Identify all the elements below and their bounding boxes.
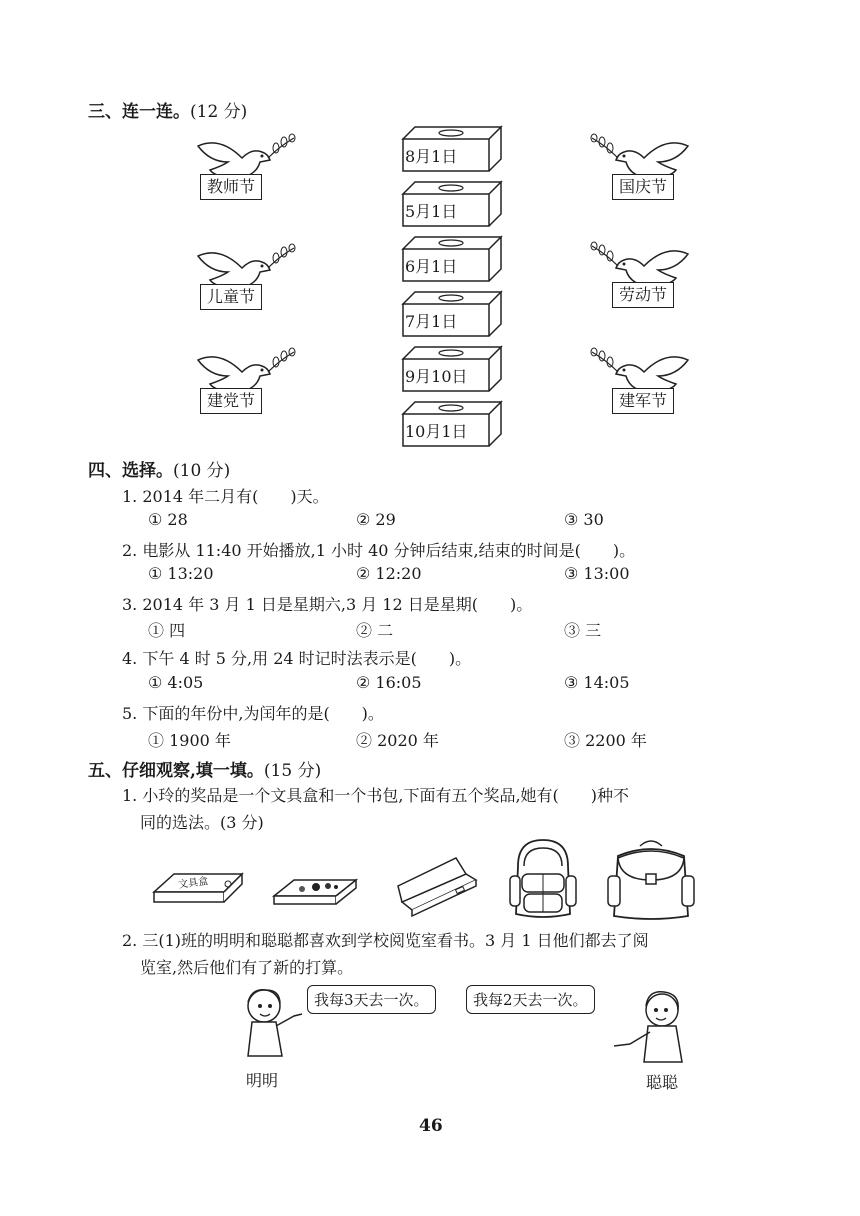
kid-congcong bbox=[610, 988, 690, 1068]
festival-label: 劳动节 bbox=[612, 282, 674, 308]
question-3-option-a[interactable]: ① 四 bbox=[148, 621, 186, 640]
question-1-option-c[interactable]: ③ 30 bbox=[564, 510, 604, 529]
section3-points: (12 分) bbox=[190, 102, 248, 122]
date-label: 8月1日 bbox=[405, 147, 458, 166]
section5-q1-line2: 同的选法。(3 分) bbox=[140, 813, 264, 832]
boy-figure-icon bbox=[238, 986, 308, 1066]
page-number: 46 bbox=[419, 1116, 443, 1136]
question-4-option-a[interactable]: ① 4:05 bbox=[148, 673, 204, 692]
question-3-text: 3. 2014 年 3 月 1 日是星期六,3 月 12 日是星期( )。 bbox=[122, 595, 533, 614]
prize-backpack-2[interactable] bbox=[604, 836, 698, 922]
kid-mingming bbox=[238, 986, 308, 1066]
open-case-icon bbox=[396, 852, 480, 922]
speech-bubble-right: 我每2天去一次。 bbox=[466, 985, 595, 1014]
section4-title: 四、选择。 bbox=[88, 461, 173, 481]
question-5-option-c[interactable]: ③ 2200 年 bbox=[564, 731, 647, 750]
festival-right-2[interactable] bbox=[586, 240, 696, 320]
question-5-option-a[interactable]: ① 1900 年 bbox=[148, 731, 231, 750]
section4-heading bbox=[88, 456, 230, 481]
date-box-2[interactable] bbox=[401, 180, 505, 228]
question-1-text: 1. 2014 年二月有( )天。 bbox=[122, 487, 329, 506]
pencil-case-label: 文具盒 bbox=[177, 875, 209, 892]
kid-name-left: 明明 bbox=[246, 1071, 279, 1090]
section3-heading bbox=[88, 97, 247, 122]
date-box-3[interactable] bbox=[401, 235, 505, 283]
prize-open-case[interactable] bbox=[396, 852, 480, 922]
date-label: 6月1日 bbox=[405, 257, 458, 276]
section4-points: (10 分) bbox=[173, 461, 231, 481]
question-4-text: 4. 下午 4 时 5 分,用 24 时记时法表示是( )。 bbox=[122, 649, 472, 668]
question-2-text: 2. 电影从 11:40 开始播放,1 小时 40 分钟后结束,结束的时间是( )。 bbox=[122, 541, 636, 560]
section5-heading bbox=[88, 756, 321, 781]
festival-right-1[interactable] bbox=[586, 132, 696, 212]
kid-name-right: 聪聪 bbox=[646, 1073, 679, 1092]
boy-figure-icon bbox=[610, 988, 690, 1068]
festival-left-3[interactable] bbox=[190, 346, 300, 426]
prize-decorated-case[interactable] bbox=[272, 872, 358, 916]
prize-backpack-1[interactable] bbox=[504, 836, 582, 920]
festival-label: 儿童节 bbox=[200, 284, 262, 310]
festival-right-3[interactable] bbox=[586, 346, 696, 426]
festival-label: 建军节 bbox=[612, 388, 674, 414]
section5-q2-line1: 2. 三(1)班的明明和聪聪都喜欢到学校阅览室看书。3 月 1 日他们都去了阅 bbox=[122, 931, 649, 950]
date-box-4[interactable] bbox=[401, 290, 505, 338]
question-2-option-b[interactable]: ② 12:20 bbox=[356, 564, 422, 583]
question-5-option-b[interactable]: ② 2020 年 bbox=[356, 731, 439, 750]
question-3-option-b[interactable]: ② 二 bbox=[356, 621, 394, 640]
date-box-5[interactable] bbox=[401, 345, 505, 393]
question-4-option-c[interactable]: ③ 14:05 bbox=[564, 673, 630, 692]
backpack-icon bbox=[504, 836, 582, 920]
question-3-option-c[interactable]: ③ 三 bbox=[564, 621, 602, 640]
prize-pencil-case[interactable] bbox=[152, 862, 244, 910]
festival-label: 建党节 bbox=[200, 388, 262, 414]
decorated-case-icon bbox=[272, 872, 358, 916]
section3-title: 三、连一连。 bbox=[88, 102, 190, 122]
question-2-option-a[interactable]: ① 13:20 bbox=[148, 564, 214, 583]
question-1-option-a[interactable]: ① 28 bbox=[148, 510, 188, 529]
festival-left-2[interactable] bbox=[190, 242, 300, 322]
festival-left-1[interactable] bbox=[190, 132, 300, 212]
question-5-text: 5. 下面的年份中,为闰年的是( )。 bbox=[122, 704, 384, 723]
date-box-1[interactable] bbox=[401, 125, 505, 173]
date-label: 9月10日 bbox=[405, 367, 468, 386]
section5-points: (15 分) bbox=[263, 761, 322, 781]
speech-bubble-left: 我每3天去一次。 bbox=[307, 985, 436, 1014]
date-label: 10月1日 bbox=[405, 422, 468, 441]
festival-label: 教师节 bbox=[200, 174, 262, 200]
date-box-6[interactable] bbox=[401, 400, 505, 448]
section5-q1-line1: 1. 小玲的奖品是一个文具盒和一个书包,下面有五个奖品,她有( )种不 bbox=[122, 786, 630, 805]
question-2-option-c[interactable]: ③ 13:00 bbox=[564, 564, 630, 583]
festival-label: 国庆节 bbox=[612, 174, 674, 200]
backpack-icon bbox=[604, 836, 698, 922]
date-label: 5月1日 bbox=[405, 202, 458, 221]
question-4-option-b[interactable]: ② 16:05 bbox=[356, 673, 422, 692]
section5-q2-line2: 览室,然后他们有了新的打算。 bbox=[140, 958, 354, 977]
date-label: 7月1日 bbox=[405, 312, 458, 331]
question-1-option-b[interactable]: ② 29 bbox=[356, 510, 396, 529]
section5-title: 五、仔细观察,填一填。 bbox=[88, 761, 264, 781]
